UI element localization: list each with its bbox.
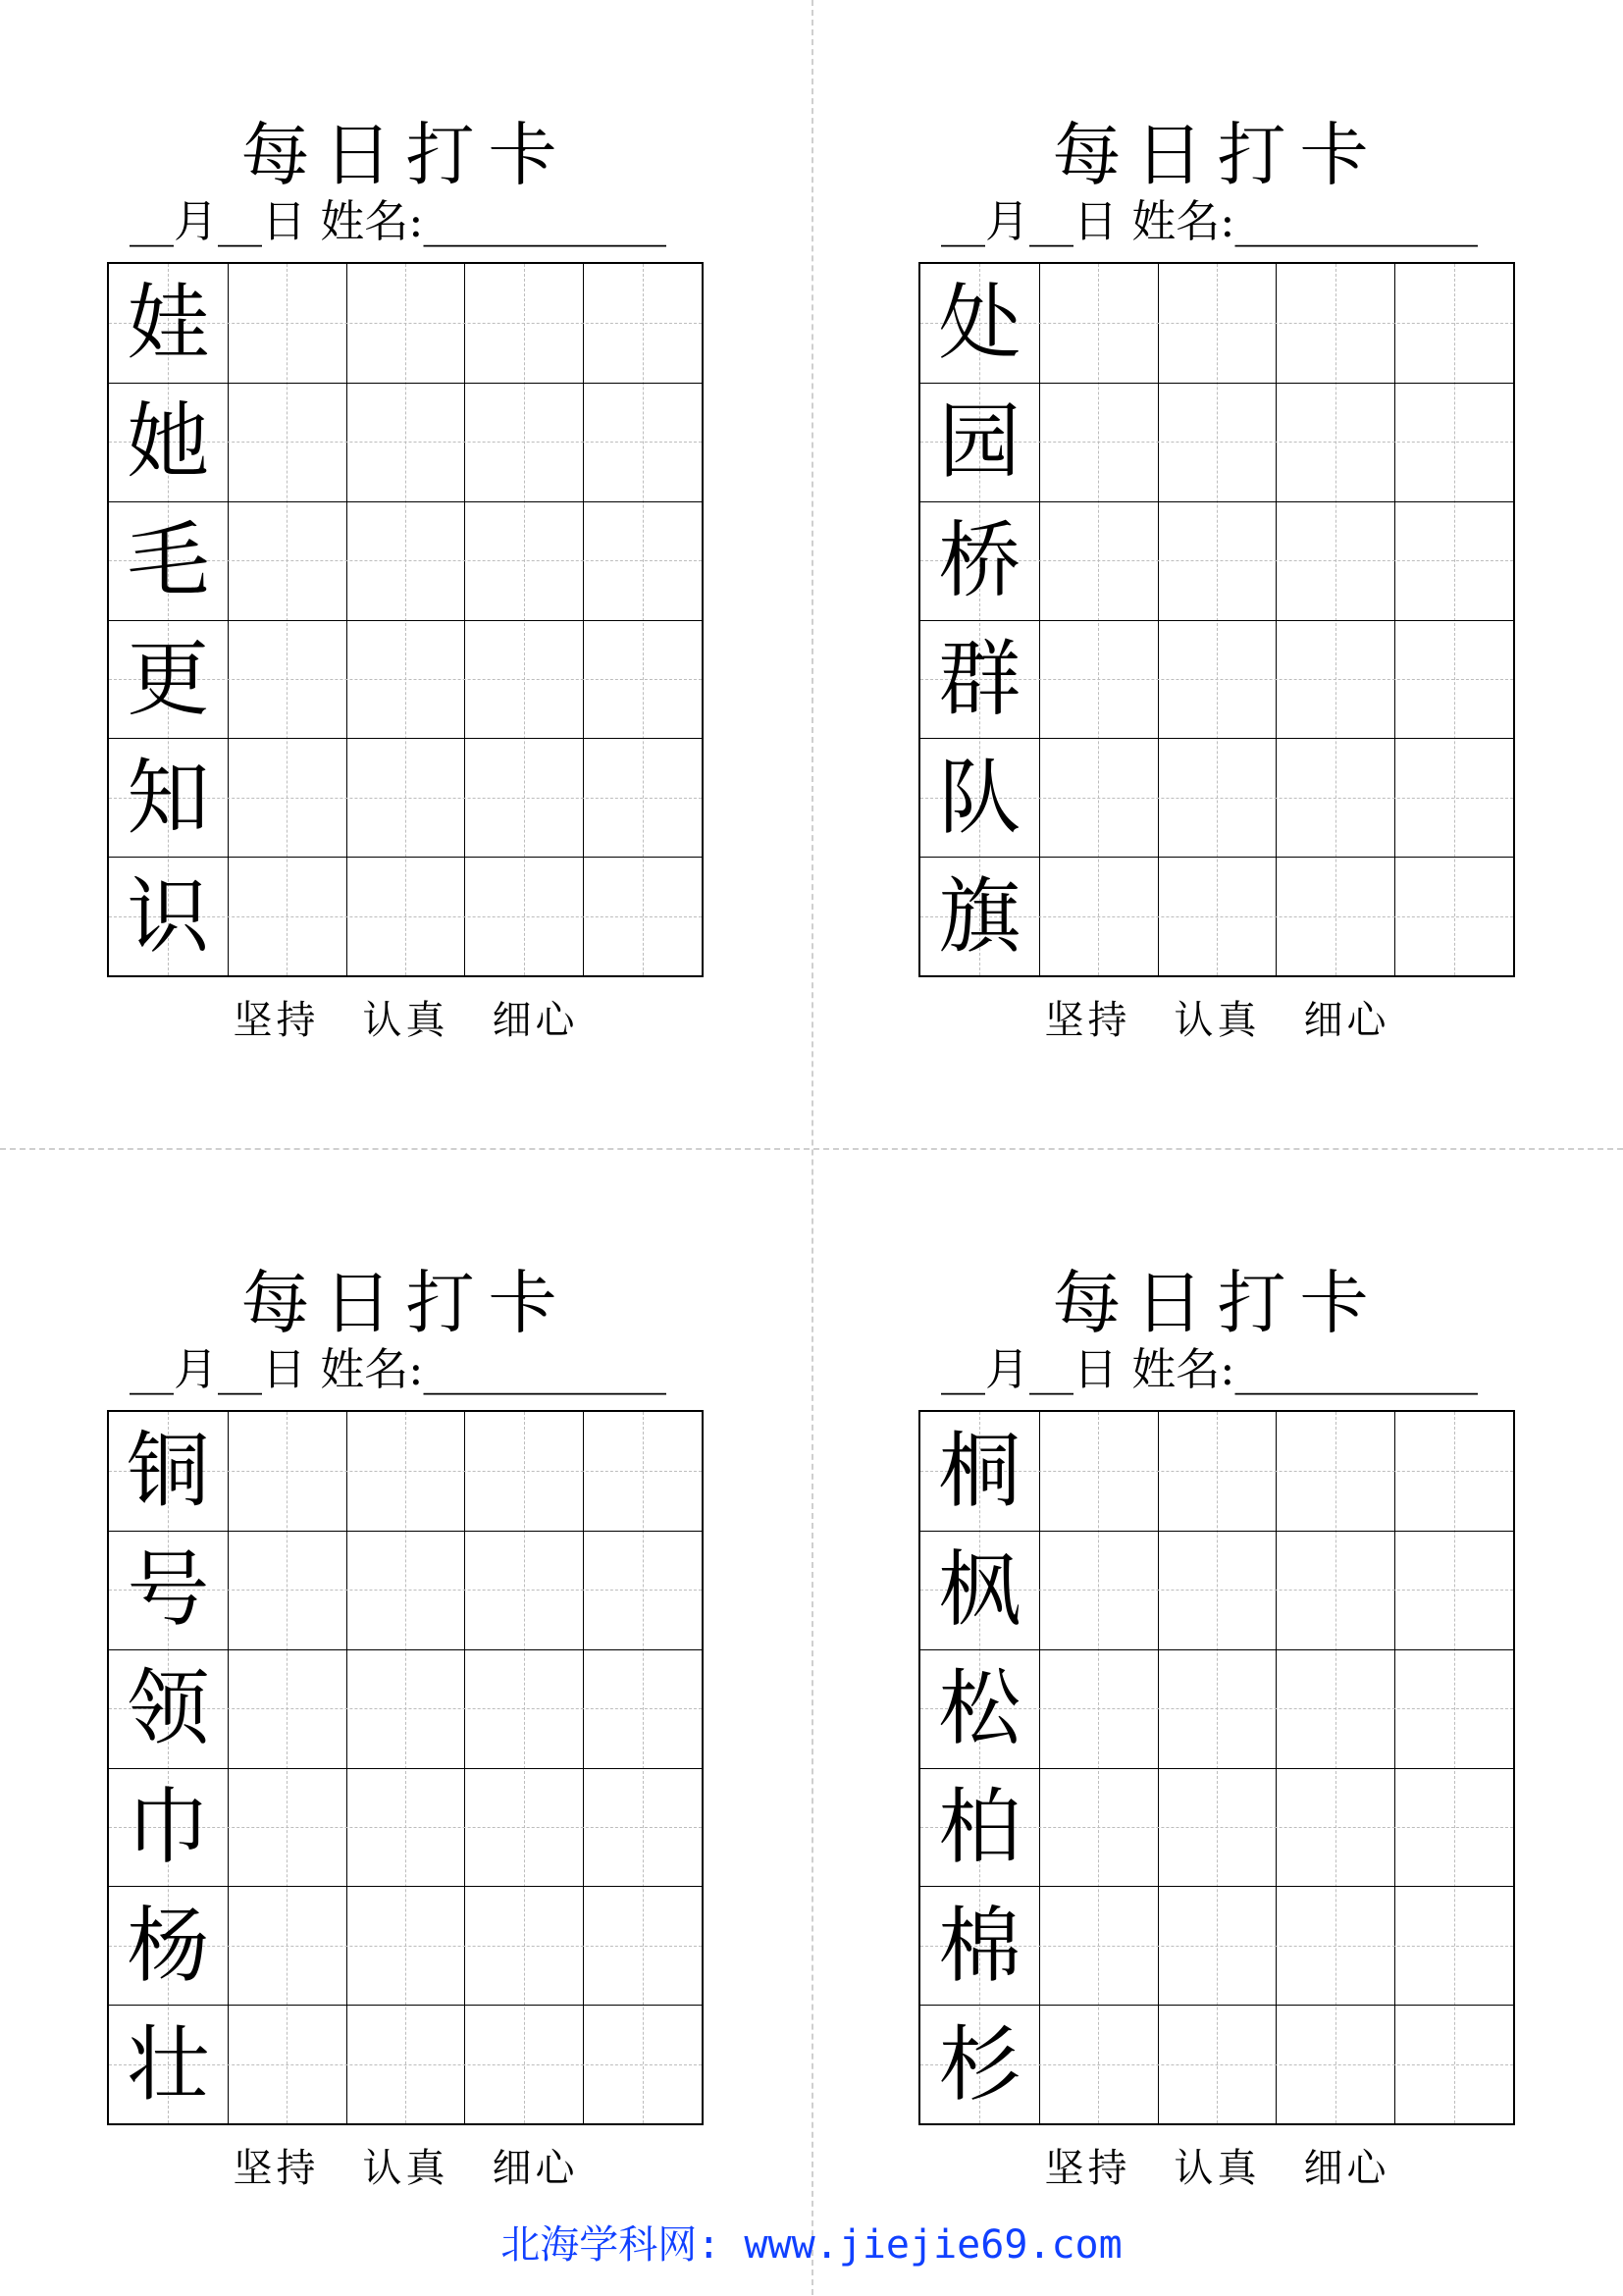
date-name-line[interactable]: __月__日 姓名:___________	[130, 1343, 666, 1395]
footer-watermark: 北海学科网: www.jiejie69.com	[500, 2222, 1123, 2268]
motto-word: 认真	[1174, 998, 1261, 1043]
model-character: 识	[127, 867, 210, 965]
model-character: 她	[127, 393, 210, 491]
motto-word: 细心	[1303, 998, 1390, 1043]
motto-line	[812, 991, 1623, 1050]
model-character: 园	[938, 393, 1021, 491]
motto-line	[812, 2139, 1623, 2198]
model-character: 处	[938, 275, 1021, 372]
motto-word: 细心	[492, 2146, 579, 2191]
practice-card	[812, 1148, 1623, 2296]
model-character: 更	[127, 630, 210, 727]
model-character: 群	[938, 630, 1021, 727]
motto-word: 认真	[1174, 2146, 1261, 2191]
writing-grid[interactable]	[107, 1410, 704, 2125]
model-character: 铜	[127, 1423, 210, 1520]
motto-word: 坚持	[1044, 998, 1131, 1043]
motto-line	[0, 991, 812, 1050]
motto-word: 认真	[362, 998, 449, 1043]
model-character: 棉	[938, 1897, 1021, 1994]
model-character: 队	[938, 749, 1021, 846]
model-character: 桐	[938, 1423, 1021, 1520]
model-character: 松	[938, 1660, 1021, 1757]
card-title: 每日打卡	[1052, 115, 1383, 195]
model-character: 杉	[938, 2015, 1021, 2113]
model-character: 柏	[938, 1778, 1021, 1875]
motto-word: 坚持	[1044, 2146, 1131, 2191]
card-title: 每日打卡	[240, 115, 571, 195]
model-character: 壮	[127, 2015, 210, 2113]
motto-word: 细心	[1303, 2146, 1390, 2191]
writing-grid[interactable]	[918, 262, 1515, 977]
motto-line	[0, 2139, 812, 2198]
model-character: 知	[127, 749, 210, 846]
motto-word: 坚持	[233, 2146, 320, 2191]
writing-grid[interactable]	[918, 1410, 1515, 2125]
model-character: 旗	[938, 867, 1021, 965]
practice-card	[812, 0, 1623, 1148]
model-character: 娃	[127, 275, 210, 372]
practice-card	[0, 0, 812, 1148]
motto-word: 细心	[492, 998, 579, 1043]
motto-word: 坚持	[233, 998, 320, 1043]
model-character: 桥	[938, 512, 1021, 609]
model-character: 领	[127, 1660, 210, 1757]
model-character: 毛	[127, 512, 210, 609]
model-character: 号	[127, 1541, 210, 1639]
writing-grid[interactable]	[107, 262, 704, 977]
motto-word: 认真	[362, 2146, 449, 2191]
model-character: 巾	[127, 1778, 210, 1875]
date-name-line[interactable]: __月__日 姓名:___________	[941, 195, 1478, 247]
date-name-line[interactable]: __月__日 姓名:___________	[941, 1343, 1478, 1395]
practice-card	[0, 1148, 812, 2296]
date-name-line[interactable]: __月__日 姓名:___________	[130, 195, 666, 247]
card-title: 每日打卡	[240, 1263, 571, 1343]
card-title: 每日打卡	[1052, 1263, 1383, 1343]
model-character: 杨	[127, 1897, 210, 1994]
model-character: 枫	[938, 1541, 1021, 1639]
